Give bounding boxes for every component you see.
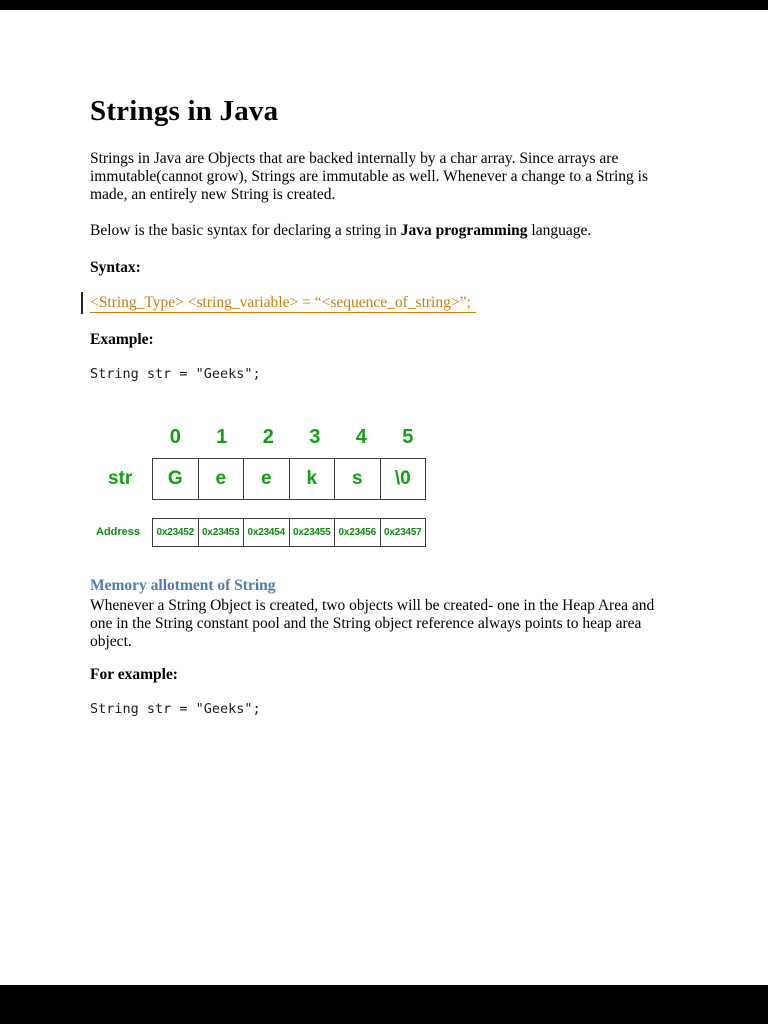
address-cell: 0x23453 <box>198 518 245 547</box>
declare-text-bold: Java programming <box>400 222 528 240</box>
char-cell: s <box>334 458 381 500</box>
memory-paragraph: Whenever a String Object is created, two objects will be created- one in the Heap Area and one in the String constant pool and the String object reference always points to heap area object. <box>90 596 655 650</box>
for-example-code: String str = "Geeks"; <box>90 700 261 717</box>
address-cells <box>152 518 426 547</box>
address-label: Address <box>96 526 141 538</box>
index-label: 3 <box>309 425 321 448</box>
char-cells <box>152 458 426 500</box>
for-example-label: For example: <box>90 665 178 683</box>
index-label: 2 <box>262 425 274 448</box>
syntax-code-line <box>90 294 678 312</box>
str-variable-label: str <box>108 467 133 489</box>
char-cell: e <box>198 458 245 500</box>
index-label: 1 <box>216 425 228 448</box>
address-cell: 0x23454 <box>243 518 290 547</box>
declare-text-pre: Below is the basic syntax for declaring a string in <box>90 222 401 240</box>
change-bar <box>81 292 83 314</box>
char-cell: \0 <box>380 458 427 500</box>
address-cell: 0x23455 <box>289 518 336 547</box>
char-cell: e <box>243 458 290 500</box>
index-label: 4 <box>355 425 367 448</box>
string-memory-diagram <box>90 426 678 547</box>
declare-text-post: language. <box>527 222 592 240</box>
char-cell: G <box>152 458 199 500</box>
index-label: 5 <box>402 425 414 448</box>
declare-paragraph <box>90 222 678 240</box>
syntax-label: Syntax: <box>90 258 141 276</box>
address-row <box>90 518 678 547</box>
intro-paragraph: Strings in Java are Objects that are backed internally by a char array. Since arrays are immutable(cannot grow), Strings are immutable as well. Whenever a change to a String is made, an entirely new String is created. <box>90 150 648 204</box>
page-title: Strings in Java <box>90 95 279 127</box>
char-cell: k <box>289 458 336 500</box>
example-code: String str = "Geeks"; <box>90 365 261 382</box>
syntax-code: <String_Type> <string_variable> = “<sequence_of_string>”; <box>90 294 476 313</box>
address-cell: 0x23457 <box>380 518 427 547</box>
address-cell: 0x23452 <box>152 518 199 547</box>
char-row <box>90 458 678 500</box>
index-row <box>152 426 678 449</box>
index-label: 0 <box>169 425 181 448</box>
example-label: Example: <box>90 330 154 348</box>
memory-allotment-heading: Memory allotment of String <box>90 576 276 594</box>
address-cell: 0x23456 <box>334 518 381 547</box>
document-page <box>0 10 768 985</box>
